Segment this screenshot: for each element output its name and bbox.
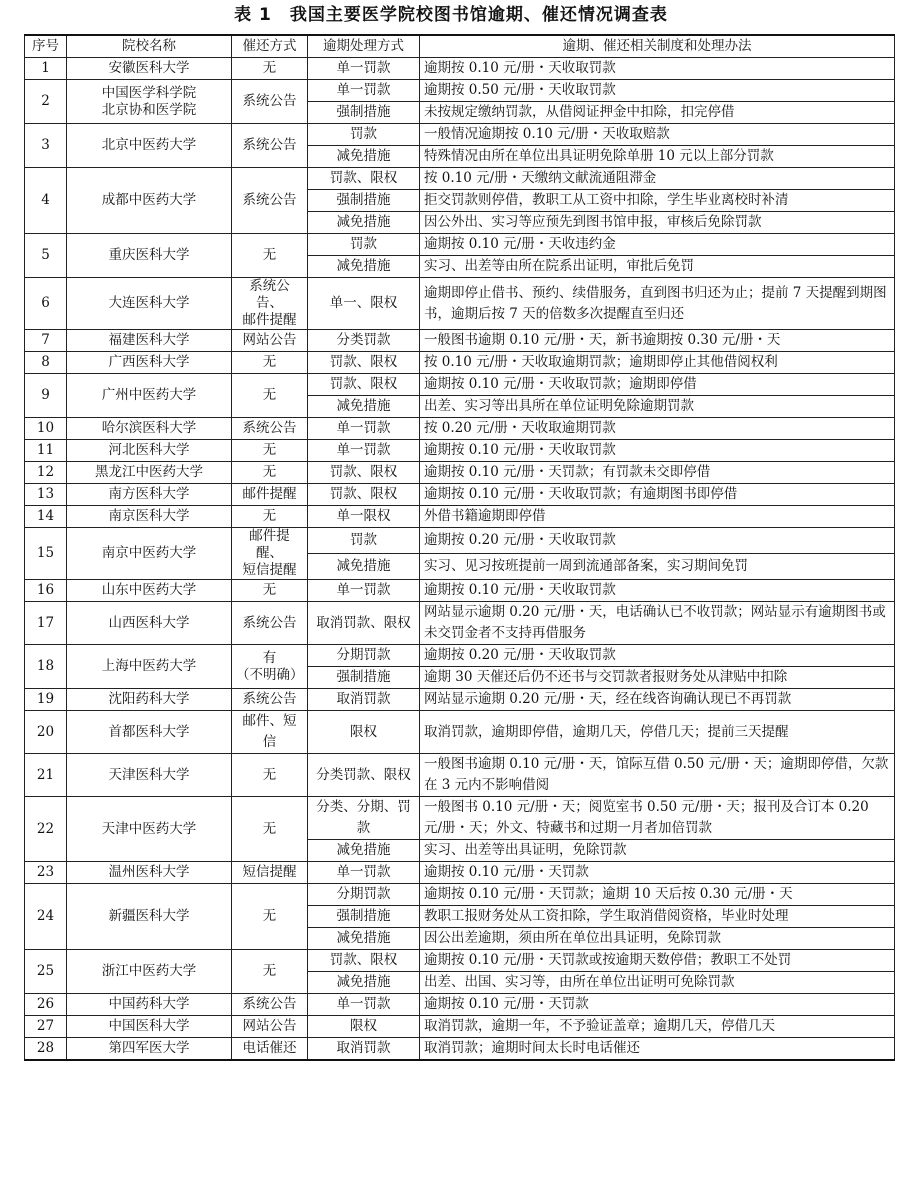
table-caption: 我国主要医学院校图书馆逾期、催还情况调查表: [289, 5, 668, 25]
row-number: 18: [25, 645, 67, 689]
reminder-method: 无: [232, 506, 308, 528]
policy-detail: 取消罚款，逾期一年，不予验证盖章；逾期几天，停借几天: [420, 1016, 895, 1038]
overdue-method: 减免措施: [308, 256, 420, 278]
overdue-method: 罚款、限权: [308, 950, 420, 972]
school-name: 安徽医科大学: [67, 58, 232, 80]
overdue-method: 罚款、限权: [308, 168, 420, 190]
reminder-method: 无: [232, 754, 308, 797]
overdue-method: 减免措施: [308, 146, 420, 168]
overdue-method: 分类罚款: [308, 330, 420, 352]
policy-detail: 取消罚款，逾期即停借，逾期几天，停借几天；提前三天提醒: [420, 711, 895, 754]
reminder-method: 短信提醒: [232, 862, 308, 884]
policy-detail: 按 0.10 元/册・天缴纳文献流通阻滞金: [420, 168, 895, 190]
overdue-method: 减免措施: [308, 972, 420, 994]
overdue-method: 减免措施: [308, 840, 420, 862]
overdue-method: 分类罚款、限权: [308, 754, 420, 797]
policy-detail: 逾期按 0.10 元/册・天收取罚款: [420, 440, 895, 462]
overdue-method: 罚款、限权: [308, 352, 420, 374]
row-number: 16: [25, 580, 67, 602]
table-row: [25, 80, 895, 102]
overdue-method: 分类、分期、罚款: [308, 797, 420, 840]
overdue-method: 分期罚款: [308, 645, 420, 667]
overdue-method: 罚款、限权: [308, 374, 420, 396]
table-row: [25, 797, 895, 840]
reminder-method: 系统公告: [232, 602, 308, 645]
overdue-method: 单一限权: [308, 506, 420, 528]
row-number: 26: [25, 994, 67, 1016]
header-detail: 逾期、催还相关制度和处理办法: [420, 35, 895, 58]
row-number: 20: [25, 711, 67, 754]
table-row: [25, 994, 895, 1016]
reminder-method: 无: [232, 580, 308, 602]
row-number: 6: [25, 278, 67, 330]
reminder-method: 系统公告: [232, 689, 308, 711]
school-name: 黑龙江中医药大学: [67, 462, 232, 484]
school-name: 大连医科大学: [67, 278, 232, 330]
school-name: 中国医学科学院 北京协和医学院: [67, 80, 232, 124]
header-reminder: 催还方式: [232, 35, 308, 58]
reminder-method: 系统公告: [232, 994, 308, 1016]
row-number: 25: [25, 950, 67, 994]
table-row: [25, 1016, 895, 1038]
school-name: 天津中医药大学: [67, 797, 232, 862]
overdue-method: 强制措施: [308, 667, 420, 689]
overdue-method: 单一罚款: [308, 418, 420, 440]
header-school: 院校名称: [67, 35, 232, 58]
policy-detail: 因公外出、实习等应预先到图书馆申报，审核后免除罚款: [420, 212, 895, 234]
policy-detail: 一般图书 0.10 元/册・天；阅览室书 0.50 元/册・天；报刊及合订本 0.20 元/册・天；外文、特藏书和过期一月者加倍罚款: [420, 797, 895, 840]
row-number: 2: [25, 80, 67, 124]
overdue-method: 减免措施: [308, 554, 420, 580]
policy-detail: 一般图书逾期 0.10 元/册・天，新书逾期按 0.30 元/册・天: [420, 330, 895, 352]
row-number: 12: [25, 462, 67, 484]
reminder-method: 网站公告: [232, 330, 308, 352]
policy-detail: 出差、实习等出具所在单位证明免除逾期罚款: [420, 396, 895, 418]
row-number: 11: [25, 440, 67, 462]
policy-detail: 特殊情况由所在单位出具证明免除单册 10 元以上部分罚款: [420, 146, 895, 168]
overdue-method: 罚款: [308, 124, 420, 146]
table-row: [25, 645, 895, 667]
overdue-method: 强制措施: [308, 190, 420, 212]
row-number: 23: [25, 862, 67, 884]
school-name: 第四军医大学: [67, 1038, 232, 1061]
reminder-method: 系统公告: [232, 80, 308, 124]
overdue-method: 限权: [308, 711, 420, 754]
policy-detail: 网站显示逾期 0.20 元/册・天，电话确认已不收罚款；网站显示有逾期图书或未交罚金者不支持再借服务: [420, 602, 895, 645]
reminder-method: 系统公告: [232, 124, 308, 168]
school-name: 温州医科大学: [67, 862, 232, 884]
survey-table: [24, 34, 895, 1061]
table-row: [25, 278, 895, 330]
policy-detail: 一般图书逾期 0.10 元/册・天，馆际互借 0.50 元/册・天；逾期即停借，欠款在 3 元内不影响借阅: [420, 754, 895, 797]
row-number: 4: [25, 168, 67, 234]
table-row: [25, 862, 895, 884]
policy-detail: 按 0.20 元/册・天收取逾期罚款: [420, 418, 895, 440]
row-number: 14: [25, 506, 67, 528]
policy-detail: 逾期按 0.10 元/册・天罚款；有罚款未交即停借: [420, 462, 895, 484]
overdue-method: 强制措施: [308, 102, 420, 124]
school-name: 北京中医药大学: [67, 124, 232, 168]
reminder-method: 无: [232, 950, 308, 994]
school-name: 福建医科大学: [67, 330, 232, 352]
policy-detail: 按 0.10 元/册・天收取逾期罚款；逾期即停止其他借阅权利: [420, 352, 895, 374]
policy-detail: 逾期即停止借书、预约、续借服务，直到图书归还为止；提前 7 天提醒到期图书，逾期后按 7 天的倍数多次提醒直至归还: [420, 278, 895, 330]
row-number: 8: [25, 352, 67, 374]
reminder-method: 系统公告: [232, 168, 308, 234]
school-name: 中国药科大学: [67, 994, 232, 1016]
reminder-method: 无: [232, 440, 308, 462]
row-number: 22: [25, 797, 67, 862]
table-row: [25, 462, 895, 484]
header-row: [25, 35, 895, 58]
school-name: 广西医科大学: [67, 352, 232, 374]
table-row: [25, 484, 895, 506]
table-row: [25, 884, 895, 906]
row-number: 15: [25, 528, 67, 580]
reminder-method: 无: [232, 58, 308, 80]
overdue-method: 强制措施: [308, 906, 420, 928]
header-method: 逾期处理方式: [308, 35, 420, 58]
table-row: [25, 58, 895, 80]
policy-detail: 因公出差逾期，须由所在单位出具证明，免除罚款: [420, 928, 895, 950]
school-name: 中国医科大学: [67, 1016, 232, 1038]
reminder-method: 无: [232, 374, 308, 418]
policy-detail: 逾期按 0.10 元/册・天罚款或按逾期天数停借；教职工不处罚: [420, 950, 895, 972]
policy-detail: 逾期按 0.20 元/册・天收取罚款: [420, 528, 895, 554]
school-name: 南京中医药大学: [67, 528, 232, 580]
policy-detail: 逾期按 0.10 元/册・天罚款: [420, 862, 895, 884]
policy-detail: 逾期按 0.10 元/册・天收取罚款: [420, 580, 895, 602]
row-number: 24: [25, 884, 67, 950]
table-row: [25, 689, 895, 711]
table-title: [0, 0, 902, 30]
policy-detail: 逾期按 0.10 元/册・天收取罚款: [420, 58, 895, 80]
overdue-method: 减免措施: [308, 212, 420, 234]
overdue-method: 限权: [308, 1016, 420, 1038]
policy-detail: 逾期 30 天催还后仍不还书与交罚款者报财务处从津贴中扣除: [420, 667, 895, 689]
overdue-method: 单一罚款: [308, 58, 420, 80]
row-number: 28: [25, 1038, 67, 1061]
overdue-method: 单一罚款: [308, 440, 420, 462]
table-row: [25, 440, 895, 462]
policy-detail: 取消罚款；逾期时间太长时电话催还: [420, 1038, 895, 1061]
school-name: 新疆医科大学: [67, 884, 232, 950]
reminder-method: 邮件提醒: [232, 484, 308, 506]
school-name: 山西医科大学: [67, 602, 232, 645]
policy-detail: 实习、见习按班提前一周到流通部备案，实习期间免罚: [420, 554, 895, 580]
school-name: 浙江中医药大学: [67, 950, 232, 994]
row-number: 3: [25, 124, 67, 168]
policy-detail: 外借书籍逾期即停借: [420, 506, 895, 528]
overdue-method: 罚款: [308, 528, 420, 554]
reminder-method: 系统公告、 邮件提醒: [232, 278, 308, 330]
school-name: 哈尔滨医科大学: [67, 418, 232, 440]
policy-detail: 逾期按 0.10 元/册・天收取罚款；逾期即停借: [420, 374, 895, 396]
reminder-method: 电话催还: [232, 1038, 308, 1061]
reminder-method: 邮件、短信: [232, 711, 308, 754]
table-row: [25, 754, 895, 797]
row-number: 21: [25, 754, 67, 797]
table-row: [25, 528, 895, 554]
policy-detail: 逾期按 0.20 元/册・天收取罚款: [420, 645, 895, 667]
table-row: [25, 330, 895, 352]
overdue-method: 减免措施: [308, 928, 420, 950]
policy-detail: 逾期按 0.10 元/册・天收违约金: [420, 234, 895, 256]
table-row: [25, 124, 895, 146]
school-name: 首都医科大学: [67, 711, 232, 754]
table-row: [25, 234, 895, 256]
policy-detail: 实习、出差等由所在院系出证明，审批后免罚: [420, 256, 895, 278]
row-number: 19: [25, 689, 67, 711]
overdue-method: 取消罚款: [308, 1038, 420, 1061]
overdue-method: 单一罚款: [308, 862, 420, 884]
overdue-method: 罚款: [308, 234, 420, 256]
overdue-method: 单一罚款: [308, 580, 420, 602]
school-name: 上海中医药大学: [67, 645, 232, 689]
table-row: [25, 168, 895, 190]
policy-detail: 逾期按 0.10 元/册・天罚款；逾期 10 天后按 0.30 元/册・天: [420, 884, 895, 906]
policy-detail: 拒交罚款则停借，教职工从工资中扣除，学生毕业离校时补清: [420, 190, 895, 212]
reminder-method: 无: [232, 234, 308, 278]
policy-detail: 出差、出国、实习等，由所在单位出证明可免除罚款: [420, 972, 895, 994]
school-name: 山东中医药大学: [67, 580, 232, 602]
row-number: 13: [25, 484, 67, 506]
policy-detail: 逾期按 0.10 元/册・天收取罚款；有逾期图书即停借: [420, 484, 895, 506]
school-name: 成都中医药大学: [67, 168, 232, 234]
row-number: 1: [25, 58, 67, 80]
table-row: [25, 711, 895, 754]
reminder-method: 无: [232, 884, 308, 950]
overdue-method: 取消罚款、限权: [308, 602, 420, 645]
reminder-method: 系统公告: [232, 418, 308, 440]
table-row: [25, 506, 895, 528]
table-row: [25, 418, 895, 440]
table-row: [25, 602, 895, 645]
reminder-method: 网站公告: [232, 1016, 308, 1038]
school-name: 沈阳药科大学: [67, 689, 232, 711]
policy-detail: 教职工报财务处从工资扣除，学生取消借阅资格，毕业时处理: [420, 906, 895, 928]
policy-detail: 逾期按 0.50 元/册・天收取罚款: [420, 80, 895, 102]
policy-detail: 逾期按 0.10 元/册・天罚款: [420, 994, 895, 1016]
reminder-method: 无: [232, 797, 308, 862]
table-number: 表 1: [234, 5, 272, 25]
overdue-method: 罚款、限权: [308, 462, 420, 484]
school-name: 天津医科大学: [67, 754, 232, 797]
row-number: 7: [25, 330, 67, 352]
school-name: 广州中医药大学: [67, 374, 232, 418]
overdue-method: 减免措施: [308, 396, 420, 418]
reminder-method: 无: [232, 462, 308, 484]
table-row: [25, 374, 895, 396]
school-name: 南京医科大学: [67, 506, 232, 528]
school-name: 河北医科大学: [67, 440, 232, 462]
overdue-method: 单一、限权: [308, 278, 420, 330]
table-row: [25, 1038, 895, 1061]
policy-detail: 未按规定缴纳罚款，从借阅证押金中扣除，扣完停借: [420, 102, 895, 124]
row-number: 17: [25, 602, 67, 645]
header-no: 序号: [25, 35, 67, 58]
row-number: 5: [25, 234, 67, 278]
policy-detail: 网站显示逾期 0.20 元/册・天，经在线咨询确认现已不再罚款: [420, 689, 895, 711]
overdue-method: 取消罚款: [308, 689, 420, 711]
policy-detail: 实习、出差等出具证明，免除罚款: [420, 840, 895, 862]
reminder-method: 无: [232, 352, 308, 374]
reminder-method: 有 （不明确）: [232, 645, 308, 689]
table-row: [25, 950, 895, 972]
table-body: [25, 58, 895, 1061]
school-name: 重庆医科大学: [67, 234, 232, 278]
table-row: [25, 580, 895, 602]
row-number: 10: [25, 418, 67, 440]
overdue-method: 单一罚款: [308, 994, 420, 1016]
policy-detail: 一般情况逾期按 0.10 元/册・天收取赔款: [420, 124, 895, 146]
reminder-method: 邮件提醒、 短信提醒: [232, 528, 308, 580]
table-row: [25, 352, 895, 374]
overdue-method: 罚款、限权: [308, 484, 420, 506]
overdue-method: 分期罚款: [308, 884, 420, 906]
overdue-method: 单一罚款: [308, 80, 420, 102]
row-number: 27: [25, 1016, 67, 1038]
school-name: 南方医科大学: [67, 484, 232, 506]
row-number: 9: [25, 374, 67, 418]
